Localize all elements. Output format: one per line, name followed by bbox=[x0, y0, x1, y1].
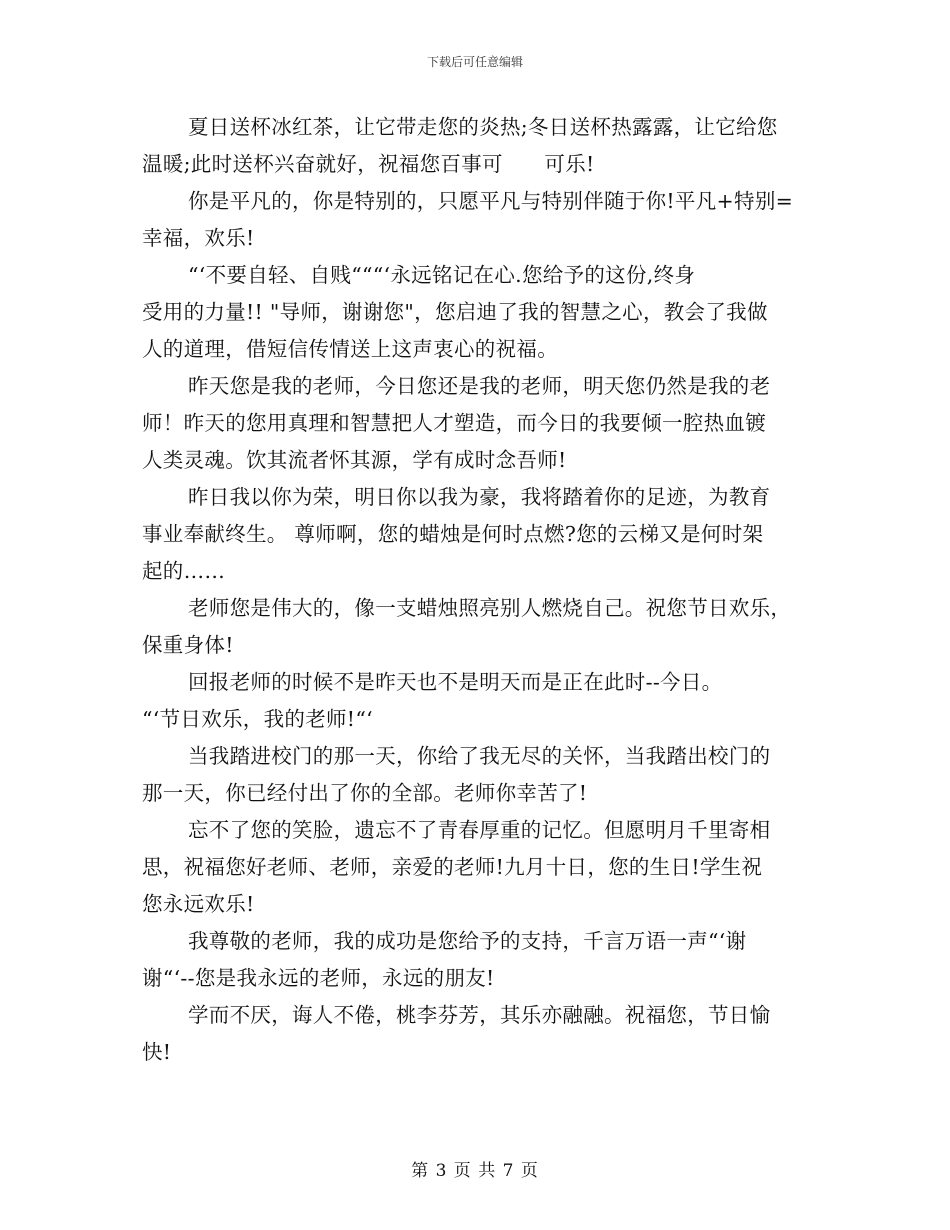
paragraph bbox=[142, 701, 810, 738]
text-line: 昨日我以你为荣，明日你以我为豪，我将踏着你的足迹，为教育 bbox=[188, 485, 771, 509]
text-line: 思，祝福您好老师、老师，亲爱的老师!九月十日，您的生日!学生祝 bbox=[142, 855, 763, 879]
text-line: 师！昨天的您用真理和智慧把人才塑造，而今日的我要倾一腔热血镀 bbox=[142, 411, 766, 435]
paragraph bbox=[142, 923, 810, 997]
text-line: 你是平凡的，你是特别的，只愿平凡与特别伴随于你!平凡+特别= bbox=[188, 189, 794, 213]
text-line: 快! bbox=[142, 1040, 172, 1064]
text-line: 您永远欢乐! bbox=[142, 892, 255, 916]
paragraph bbox=[142, 109, 810, 183]
text-line: 人的道理，借短信传情送上这声衷心的祝福。 bbox=[142, 337, 558, 361]
text-line: 夏日送杯冰红茶，让它带走您的炎热;冬日送杯热露露，让它给您 bbox=[188, 115, 778, 139]
paragraph bbox=[142, 257, 810, 368]
text-line: 幸福，欢乐! bbox=[142, 226, 255, 250]
text-line: 那一天，你已经付出了你的全部。老师你幸苦了! bbox=[142, 781, 588, 805]
text-line: 当我踏进校门的那一天，你给了我无尽的关怀，当我踏出校门的 bbox=[188, 744, 771, 768]
text-line: 人类灵魂。饮其流者怀其源，学有成时念吾师! bbox=[142, 448, 567, 472]
document-body bbox=[142, 109, 810, 1071]
text-line: 起的…… bbox=[142, 559, 226, 583]
page-header: 下载后可任意编辑 bbox=[426, 55, 523, 69]
paragraph bbox=[142, 738, 810, 812]
text-line: 回报老师的时候不是昨天也不是明天而是正在此时--今日。 bbox=[188, 670, 723, 694]
text-line: 我尊敬的老师，我的成功是您给予的支持，千言万语一声“‘谢 bbox=[188, 929, 747, 953]
text-line: 温暖;此时送杯兴奋就好，祝福您百事可 可乐! bbox=[142, 152, 595, 176]
text-line: 事业奉献终生。 尊师啊，您的蜡烛是何时点燃?您的云梯又是何时架 bbox=[142, 522, 764, 546]
text-line: 忘不了您的笑脸，遗忘不了青春厚重的记忆。但愿明月千里寄相 bbox=[188, 818, 771, 842]
paragraph bbox=[142, 183, 810, 257]
text-line: 老师您是伟大的，像一支蜡烛照亮别人燃烧自己。祝您节日欢乐， bbox=[188, 596, 792, 620]
paragraph bbox=[142, 590, 810, 664]
text-line: 昨天您是我的老师，今日您还是我的老师，明天您仍然是我的老 bbox=[188, 374, 771, 398]
paragraph bbox=[142, 479, 810, 590]
paragraph bbox=[142, 368, 810, 479]
paragraph bbox=[142, 812, 810, 923]
text-line: 谢“‘--您是我永远的老师，永远的朋友! bbox=[142, 966, 495, 990]
text-line: 保重身体! bbox=[142, 633, 234, 657]
text-line: “‘不要自轻、自贱“““‘永远铭记在心.您给予的这份,终身 bbox=[188, 263, 696, 287]
paragraph bbox=[142, 664, 810, 701]
text-line: “‘节日欢乐，我的老师!“‘ bbox=[142, 707, 373, 731]
text-line: 学而不厌，诲人不倦，桃李芬芳，其乐亦融融。祝福您，节日愉 bbox=[188, 1003, 771, 1027]
page-number-footer: 第 3 页 共 7 页 bbox=[411, 1161, 539, 1181]
text-line: 受用的力量!! "导师，谢谢您"，您启迪了我的智慧之心，教会了我做 bbox=[142, 300, 768, 324]
paragraph bbox=[142, 997, 810, 1071]
